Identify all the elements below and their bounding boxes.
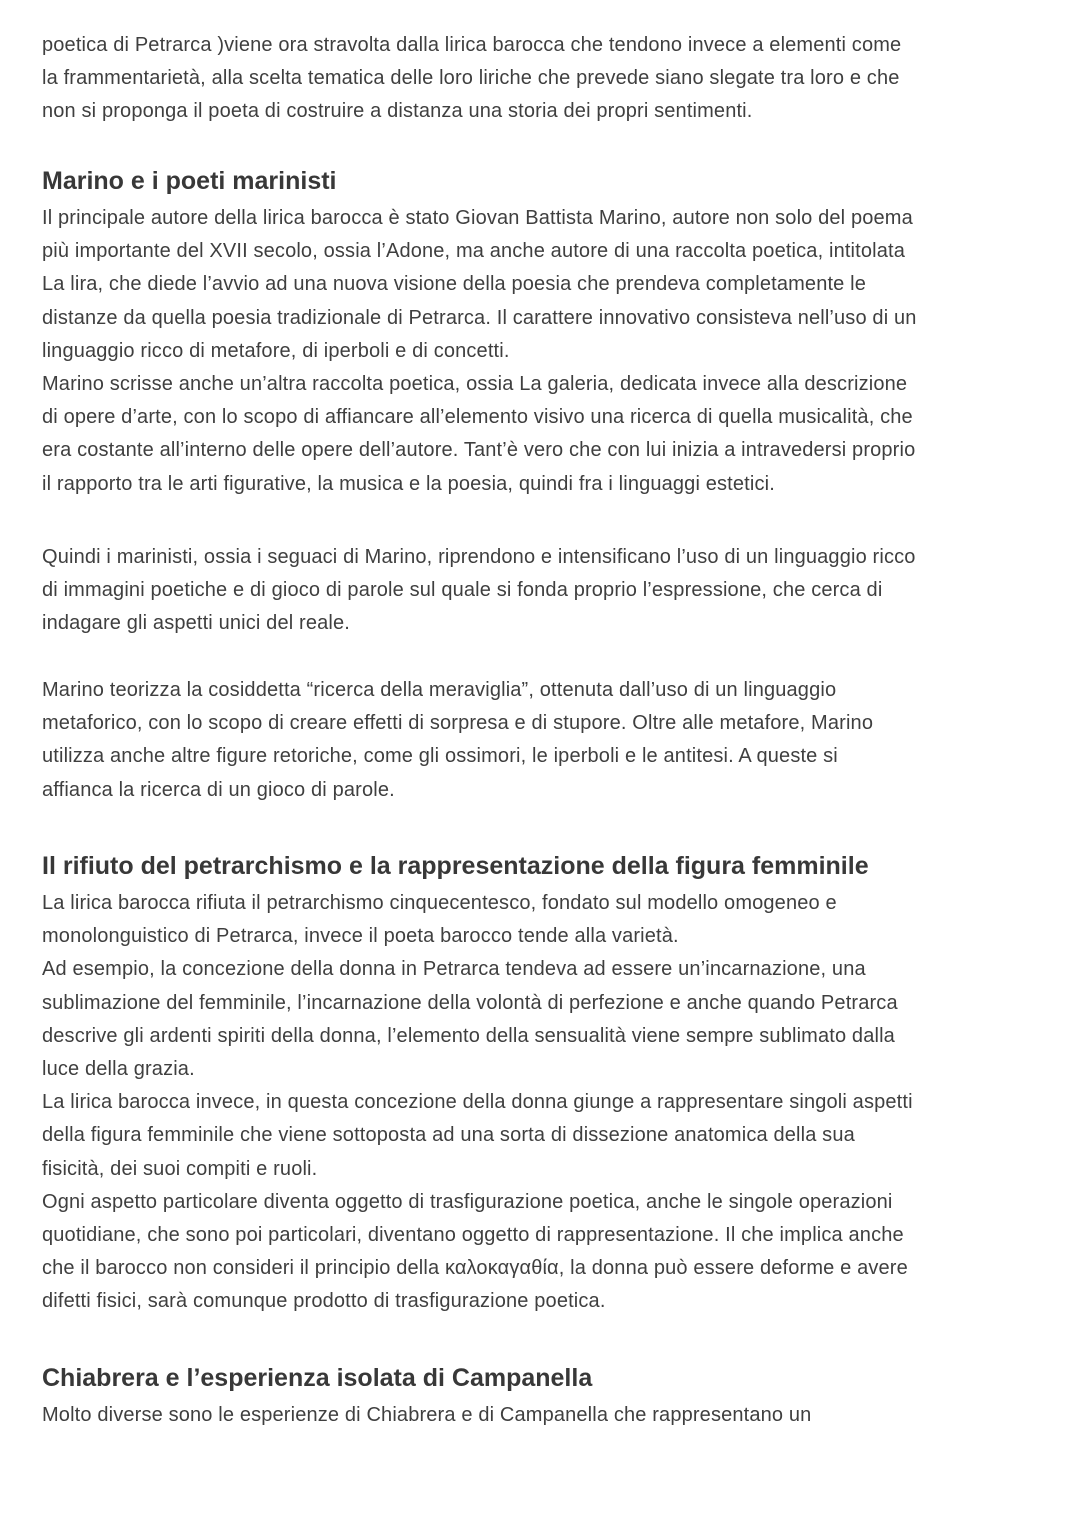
- text-line: fisicità, dei suoi compiti e ruoli.: [42, 1157, 318, 1180]
- text-line: Quindi i marinisti, ossia i seguaci di Marino, riprendono e intensificano l’uso di un linguaggio ricco: [42, 546, 916, 568]
- text-line: sublimazione del femminile, l’incarnazione della volontà di perfezione e anche quando Petrarca: [42, 991, 898, 1014]
- marino-paragraph-2: [42, 541, 916, 641]
- text-line: linguaggio ricco di metafore, di iperboli e di concetti.: [42, 339, 510, 362]
- text-line: affianca la ricerca di un gioco di parole.: [42, 778, 395, 801]
- text-line: distanze da quella poesia tradizionale di Petrarca. Il carattere innovativo consisteva nell’uso di un: [42, 306, 917, 329]
- text-line: di immagini poetiche e di gioco di parole sul quale si fonda proprio l’espressione, che cerca di: [42, 579, 883, 602]
- petrarchismo-paragraph-1: [42, 887, 913, 1319]
- text-line: indagare gli aspetti unici del reale.: [42, 612, 350, 635]
- marino-paragraph-1: [42, 202, 917, 501]
- text-line: descrive gli ardenti spiriti della donna, l’elemento della sensualità viene sempre sublimato dalla: [42, 1024, 895, 1047]
- text-line: La lira, che diede l’avvio ad una nuova visione della poesia che prendeva completamente le: [42, 273, 867, 296]
- section-heading-chiabrera: Chiabrera e l’esperienza isolata di Campanella: [42, 1364, 593, 1392]
- text-line: di opere d’arte, con lo scopo di affiancare all’elemento visivo una ricerca di quella musicalità, che: [42, 406, 913, 429]
- text-line: La lirica barocca rifiuta il petrarchismo cinquecentesco, fondato sul modello omogeneo e: [42, 892, 837, 914]
- text-line: la frammentarietà, alla scelta tematica delle loro liriche che prevede siano slegate tra loro e che: [42, 67, 900, 90]
- text-line: non si proponga il poeta di costruire a distanza una storia dei propri sentimenti.: [42, 100, 753, 123]
- chiabrera-paragraph-1: [42, 1399, 811, 1432]
- text-line: Molto diverse sono le esperienze di Chiabrera e di Campanella che rappresentano un: [42, 1404, 812, 1426]
- text-line: della figura femminile che viene sottoposta ad una sorta di dissezione anatomica della sua: [42, 1124, 855, 1147]
- text-line: Ad esempio, la concezione della donna in Petrarca tendeva ad essere un’incarnazione, una: [42, 958, 866, 981]
- text-line: che il barocco non consideri il principio della καλοκαγαθία, la donna può essere deforme e avere: [42, 1257, 908, 1280]
- text-line: il rapporto tra le arti figurative, la musica e la poesia, quindi fra i linguaggi estetici.: [42, 472, 775, 495]
- text-line: Ogni aspetto particolare diventa oggetto di trasfigurazione poetica, anche le singole operazioni: [42, 1190, 893, 1213]
- marino-paragraph-3: [42, 674, 873, 807]
- text-line: luce della grazia.: [42, 1058, 195, 1081]
- text-line: La lirica barocca invece, in questa concezione della donna giunge a rappresentare singoli aspetti: [42, 1091, 913, 1114]
- text-line: Marino scrisse anche un’altra raccolta poetica, ossia La galeria, dedicata invece alla descrizione: [42, 373, 908, 396]
- text-line: metaforico, con lo scopo di creare effetti di sorpresa e di stupore. Oltre alle metafore, Marino: [42, 712, 874, 735]
- text-line: utilizza anche altre figure retoriche, come gli ossimori, le iperboli e le antitesi. A queste si: [42, 745, 838, 768]
- text-line: monolonguistico di Petrarca, invece il poeta barocco tende alla varietà.: [42, 925, 679, 948]
- text-line: Il principale autore della lirica barocca è stato Giovan Battista Marino, autore non solo del poema: [42, 207, 913, 229]
- text-line: quotidiane, che sono poi particolari, diventano oggetto di rappresentazione. Il che implica anche: [42, 1224, 904, 1247]
- text-line: era costante all’interno delle opere dell’autore. Tant’è vero che con lui inizia a intravedersi proprio: [42, 439, 916, 462]
- section-heading-marino: Marino e i poeti marinisti: [42, 167, 337, 195]
- section-heading-petrarchismo: Il rifiuto del petrarchismo e la rappresentazione della figura femminile: [42, 852, 869, 880]
- text-line: più importante del XVII secolo, ossia l’Adone, ma anche autore di una raccolta poetica, intitolata: [42, 240, 905, 263]
- text-line: poetica di Petrarca )viene ora stravolta dalla lirica barocca che tendono invece a elementi come: [42, 34, 902, 56]
- intro-paragraph: [42, 29, 901, 129]
- text-line: difetti fisici, sarà comunque prodotto di trasfigurazione poetica.: [42, 1290, 606, 1313]
- text-line: Marino teorizza la cosiddetta “ricerca della meraviglia”, ottenuta dall’uso di un linguaggio: [42, 679, 837, 701]
